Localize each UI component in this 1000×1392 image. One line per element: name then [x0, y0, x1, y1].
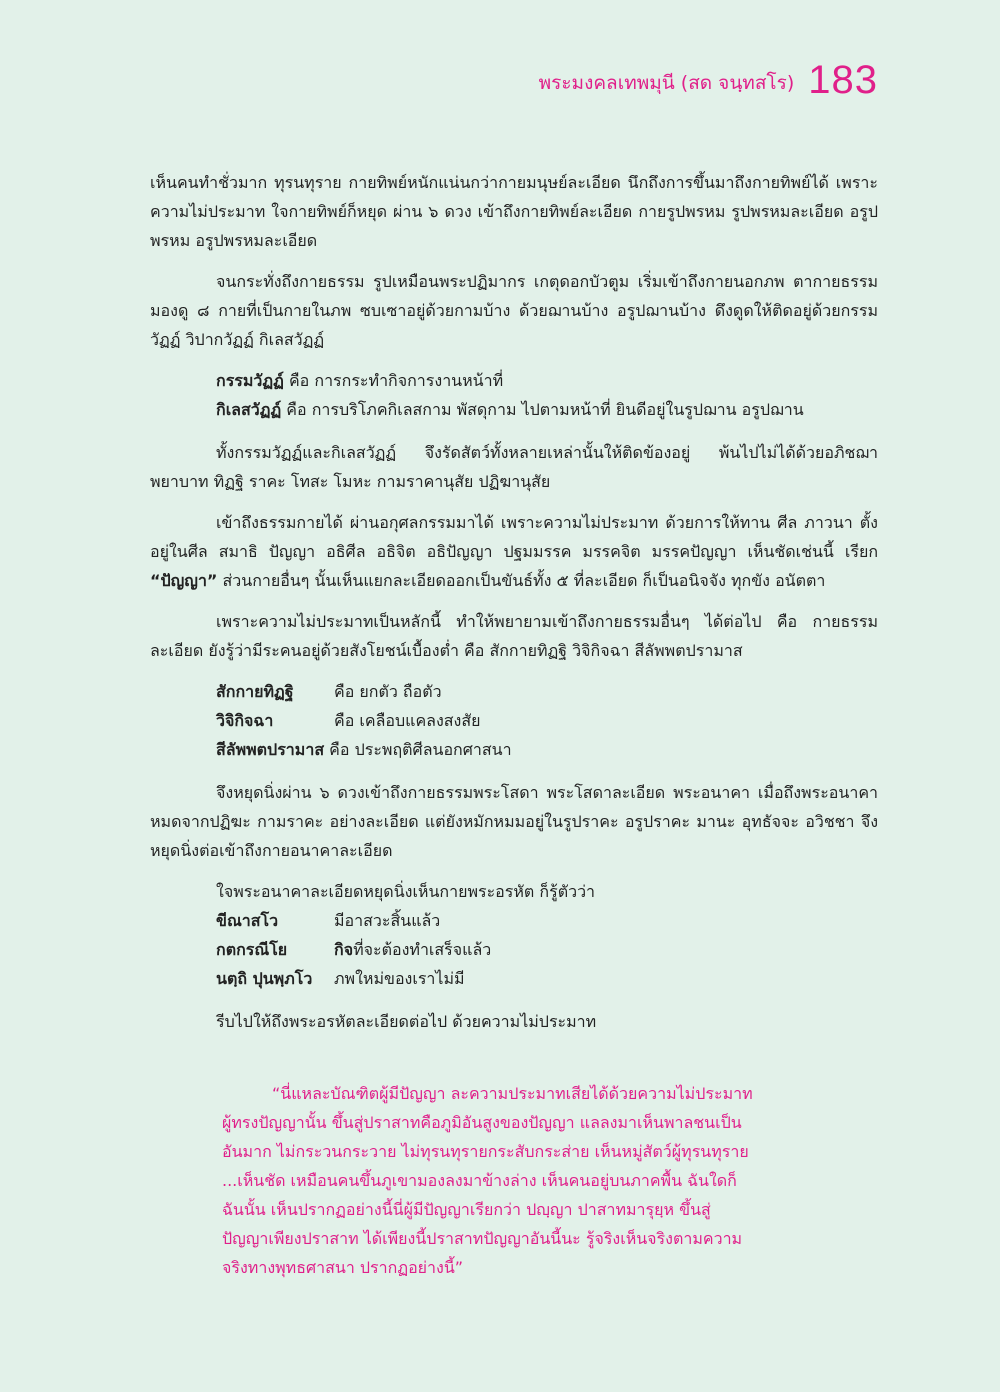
quote-line: จริงทางพุทธศาสนา ปรากฏอย่างนี้”	[222, 1258, 464, 1277]
definition-term: กรรมวัฏฏ์	[216, 371, 284, 390]
paragraph: รีบไปให้ถึงพระอรหัตละเอียดต่อไป ด้วยความไม่ประมาท	[216, 1012, 597, 1031]
definition-meaning: ประพฤติศีลนอกศาสนา	[354, 740, 512, 759]
quote-line: ผู้ทรงปัญญานั้น ขึ้นสู่ปราสาทคือภูมิอันสูงของปัญญา แลลงมาเห็นพาลชนเป็น	[222, 1113, 742, 1132]
running-title: พระมงคลเทพมุนี (สด จนฺทสโร)	[538, 72, 795, 94]
paragraph: ทั้งกรรมวัฏฏ์และกิเลสวัฏฏ์ จึงรัดสัตว์ทั้งหลายเหล่านั้นให้ติดข้องอยู่ พ้นไปไม่ได้ด้วยอภิชฌา พยาบาท ทิฏฐิ ราคะ โทสะ โมหะ กามราคานุสัย ปฏิฆานุสัย	[150, 443, 878, 491]
paragraph: เห็นคนทำชั่วมาก ทุรนทุราย กายทิพย์หนักแน่นกว่ากายมนุษย์ละเอียด นึกถึงการขึ้นมาถึงกายทิพย์ได้ เพราะความไม่ประมาท ใจกายทิพย์ก็หยุด ผ่าน ๖ ดวง เข้าถึงกายทิพย์ละเอียด กายรูปพรหม รูปพรหมละเอียด อรูปพรหม อรูปพรหมละเอียด	[150, 173, 878, 250]
page-header	[539, 56, 878, 100]
definition-meaning: การบริโภคกิเลสกาม พัสดุกาม ไปตามหน้าที่ ยินดีอยู่ในรูปฌาน อรูปฌาน	[311, 400, 804, 419]
definition-row	[150, 395, 878, 424]
definition-term: สีลัพพตปรามาส	[216, 740, 325, 759]
quote-line: “นี่แหละบัณฑิตผู้มีปัญญา ละความประมาทเสียได้ด้วยความไม่ประมาท	[272, 1084, 753, 1103]
realization-term: กตกรณีโย	[216, 940, 288, 959]
paragraph: จึงหยุดนิ่งผ่าน ๖ ดวงเข้าถึงกายธรรมพระโสดา พระโสดาละเอียด พระอนาคา เมื่อถึงพระอนาคา หมดจากปฏิฆะ กามราคะ อย่างละเอียด แต่ยังหมักหมมอยู่ในรูปราคะ อรูปราคะ มานะ อุทธัจจะ อวิชชา จึงหยุดนิ่งต่อเข้าถึงกายอนาคาละเอียด	[150, 783, 878, 860]
definition-separator: คือ	[334, 711, 360, 730]
paragraph: เพราะความไม่ประมาทเป็นหลักนี้ ทำให้พยายามเข้าถึงกายธรรมอื่นๆ ได้ต่อไป คือ กายธรรมละเอียด ยังรู้ว่ามีระคนอยู่ด้วยสังโยชน์เบื้องต่ำ คือ สักกายทิฏฐิ วิจิกิจฉา สีลัพพตปรามาส	[150, 612, 878, 660]
samyojana-definitions	[150, 677, 878, 764]
quote-line: ฉันนั้น เห็นปรากฏอย่างนี้นี่ผู้มีปัญญาเรียกว่า ปญฺญา ปาสาทมารุยฺห ขึ้นสู่	[222, 1200, 711, 1219]
realization-row	[150, 906, 878, 935]
definition-term: กิเลสวัฏฏ์	[216, 400, 282, 419]
paragraph	[150, 508, 878, 595]
definition-meaning: การกระทำกิจการงานหน้าที่	[314, 371, 504, 390]
definition-row	[150, 366, 878, 395]
realization-meaning: ที่จะต้องทำเสร็จแล้ว	[353, 940, 492, 959]
realization-term: นตฺถิ ปุนพฺภโว	[216, 969, 313, 988]
quote-line: อันมาก ไม่กระวนกระวาย ไม่ทุรนทุรายกระสับกระส่าย เห็นหมู่สัตว์ผู้ทุรนทุราย	[222, 1142, 749, 1161]
buddha-quote	[222, 1079, 808, 1282]
vatta-definitions	[150, 366, 878, 424]
definition-meaning: เคลือบแคลงสงสัย	[359, 711, 481, 730]
emphasis-term: “ปัญญา”	[150, 571, 218, 590]
definition-row	[150, 735, 878, 764]
definition-separator: คือ	[281, 400, 312, 419]
definition-meaning: ยกตัว ถือตัว	[359, 682, 442, 701]
definition-row	[150, 677, 878, 706]
definition-separator: คือ	[334, 682, 360, 701]
realization-term: ขีณาสโว	[216, 911, 279, 930]
arahant-realization	[150, 877, 878, 993]
realization-meaning: มีอาสวะสิ้นแล้ว	[334, 911, 441, 930]
paragraph-text: เข้าถึงธรรมกายได้ ผ่านอกุศลกรรมมาได้ เพราะความไม่ประมาท ด้วยการให้ทาน ศีล ภาวนา ตั้งอยู่ในศีล สมาธิ ปัญญา อธิศีล อธิจิต อธิปัญญา ปฐมมรรค มรรคจิต มรรคปัญญา เห็นชัดเช่นนี้ เรียก	[150, 513, 878, 561]
definition-term: สักกายทิฏฐิ	[216, 682, 294, 701]
realization-meaning-bold: กิจ	[334, 940, 354, 959]
definition-separator: คือ	[324, 740, 355, 759]
quote-line: ...เห็นชัด เหมือนคนขึ้นภูเขามองลงมาข้างล่าง เห็นคนอยู่บนภาคพื้น ฉันใดก็	[222, 1171, 737, 1190]
realization-row	[150, 964, 878, 993]
quote-line: ปัญญาเพียงปราสาท ได้เพียงนี้ปราสาทปัญญาอันนี้นะ รู้จริงเห็นจริงตามความ	[222, 1229, 743, 1248]
realization-intro: ใจพระอนาคาละเอียดหยุดนิ่งเห็นกายพระอรหัต ก็รู้ตัวว่า	[216, 882, 596, 901]
paragraph: จนกระทั่งถึงกายธรรม รูปเหมือนพระปฏิมากร เกตุดอกบัวตูม เริ่มเข้าถึงกายนอกภพ ตากายธรรมมองดู ๘ กายที่เป็นกายในภพ ซบเซาอยู่ด้วยกามบ้าง ด้วยฌานบ้าง อรูปฌานบ้าง ดึงดูดให้ติดอยู่ด้วยกรรมวัฏฏ์ วิปากวัฏฏ์ กิเลสวัฏฏ์	[150, 272, 878, 349]
page-number: 183	[808, 58, 878, 102]
definition-row	[150, 706, 878, 735]
definition-term: วิจิกิจฉา	[216, 711, 274, 730]
paragraph-text: ส่วนกายอื่นๆ นั้นเห็นแยกละเอียดออกเป็นขันธ์ทั้ง ๕ ที่ละเอียด ก็เป็นอนิจจัง ทุกขัง อนัตตา	[217, 571, 826, 590]
definition-separator: คือ	[283, 371, 315, 390]
body-text	[150, 168, 878, 1048]
realization-meaning: ภพใหม่ของเราไม่มี	[334, 969, 465, 988]
realization-row	[150, 935, 878, 964]
